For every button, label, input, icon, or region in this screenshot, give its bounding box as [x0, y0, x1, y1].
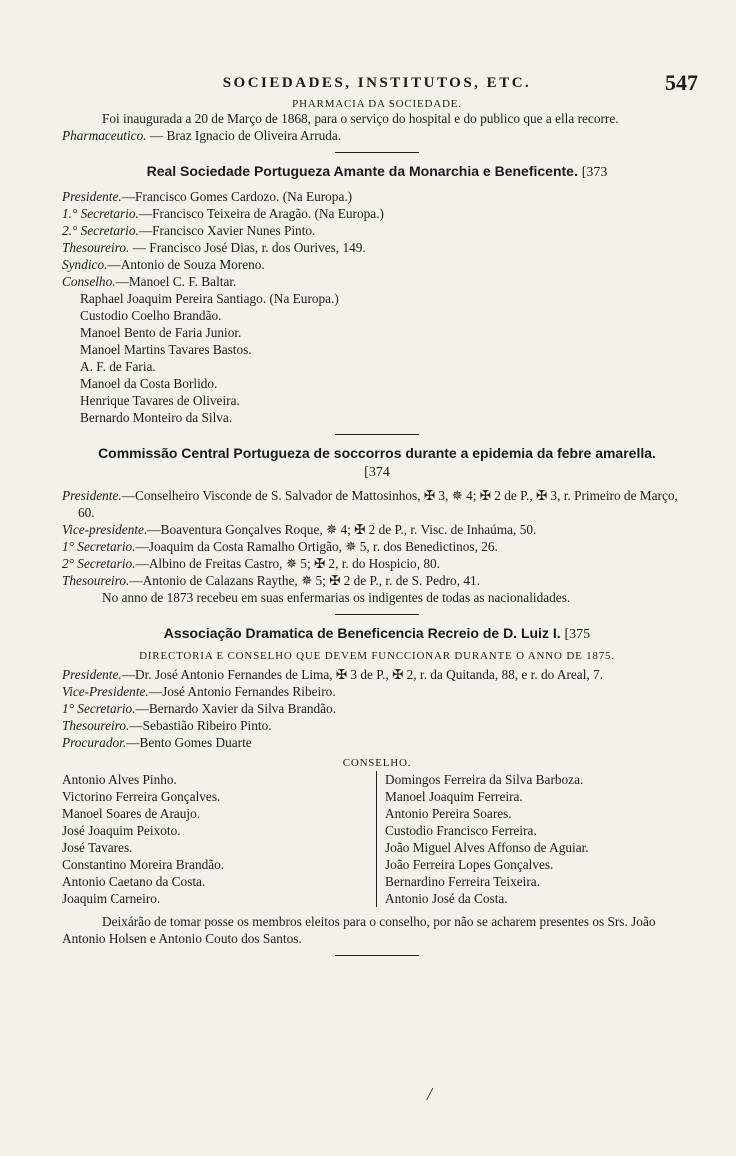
officer-value: —Dr. José Antonio Fernandes de Lima, ✠ 3 de P., ✠ 2, r. da Quitanda, 88, e r. do Areal, 7. [121, 667, 604, 682]
officer-label: Syndico. [62, 257, 108, 272]
officer-label: Presidente. [62, 667, 122, 682]
pharmacia-section [62, 98, 692, 144]
commissao-number: [374 [364, 465, 390, 480]
section-divider [335, 434, 419, 435]
list-item: Manoel Soares de Araujo. [62, 806, 201, 821]
officer-label: Conselho. [62, 274, 116, 289]
officer-label: 1° Secretario. [62, 701, 136, 716]
conselho-left-column [62, 771, 377, 907]
list-item: Henrique Tavares de Oliveira. [80, 393, 240, 408]
list-item: Manoel Martins Tavares Bastos. [80, 342, 252, 357]
commissao-title [62, 444, 692, 482]
document-page [62, 70, 698, 965]
list-item: Antonio Caetano da Costa. [62, 874, 206, 889]
commissao-officers [62, 487, 692, 606]
section-divider [335, 955, 419, 956]
officer-value: —Antonio de Souza Moreno. [107, 257, 265, 272]
officer-value: —Joaquim da Costa Ramalho Ortigão, ✵ 5, r. dos Benedictinos, 26. [135, 539, 498, 554]
officer-value: —Francisco Teixeira de Aragão. (Na Europa.) [138, 206, 384, 221]
officer-value: —Manoel C. F. Baltar. [115, 274, 237, 289]
list-item: Victorino Ferreira Gonçalves. [62, 789, 221, 804]
officer-value: —Conselheiro Visconde de S. Salvador de Mattosinhos, ✠ 3, ✵ 4; ✠ 2 de P., ✠ 3, r. Primeiro de Março, 60. [78, 488, 678, 520]
associacao-section [62, 624, 692, 947]
officer-label: Vice-Presidente. [62, 684, 149, 699]
commissao-section [62, 444, 692, 606]
list-item: Custodio Francisco Ferreira. [385, 823, 537, 838]
running-head [62, 70, 698, 98]
running-head-title: SOCIEDADES, INSTITUTOS, ETC. [222, 75, 532, 91]
conselho-list [62, 290, 692, 426]
officer-label: Presidente. [62, 189, 122, 204]
list-item: Bernardino Ferreira Teixeira. [385, 874, 540, 889]
officer-label: 2° Secretario. [62, 556, 136, 571]
officer-value: —Sebastião Ribeiro Pinto. [129, 718, 272, 733]
list-item: Custodio Coelho Brandão. [80, 308, 222, 323]
officer-value: — Francisco José Dias, r. dos Ourives, 149. [129, 240, 366, 255]
real-sociedade-title-text: Real Sociedade Portugueza Amante da Monarchia e Beneficente. [146, 163, 578, 179]
associacao-officers [62, 666, 692, 751]
associacao-title [62, 624, 692, 644]
pharmaceutico-label: Pharmaceutico. [62, 128, 147, 143]
officer-value: —Bernardo Xavier da Silva Brandão. [135, 701, 337, 716]
list-item: A. F. de Faria. [80, 359, 156, 374]
real-sociedade-title [62, 162, 692, 182]
officer-label: Procurador. [62, 735, 127, 750]
commissao-title-text: Commissão Central Portugueza de soccorros durante a epidemia da febre amarella. [98, 445, 656, 461]
officer-value: —Francisco Xavier Nunes Pinto. [138, 223, 316, 238]
pharmacia-heading: PHARMACIA DA SOCIEDADE. [292, 98, 462, 110]
real-sociedade-officers [62, 188, 692, 426]
list-item: José Joaquim Peixoto. [62, 823, 181, 838]
officer-label: 2.° Secretario. [62, 223, 139, 238]
officer-label: Thesoureiro. [62, 240, 130, 255]
list-item: José Tavares. [62, 840, 133, 855]
list-item: Antonio Pereira Soares. [385, 806, 512, 821]
end-mark: / [427, 1084, 433, 1104]
list-item: Manoel Bento de Faria Junior. [80, 325, 242, 340]
list-item: Antonio José da Costa. [385, 891, 508, 906]
officer-value: —Bento Gomes Duarte [126, 735, 252, 750]
officer-value: —Boaventura Gonçalves Roque, ✵ 4; ✠ 2 de P., r. Visc. de Inhaúma, 50. [147, 522, 537, 537]
conselho-heading: CONSELHO. [342, 757, 412, 769]
officer-label: 1.° Secretario. [62, 206, 139, 221]
associacao-closing-note: Deixárão de tomar posse os membros eleitos para o conselho, por não se acharem presentes os Srs. João Antonio Holsen e Antonio Couto dos Santos. [62, 914, 656, 946]
section-divider [335, 152, 419, 153]
officer-label: Thesoureiro. [62, 573, 130, 588]
list-item: Manoel Joaquim Ferreira. [385, 789, 523, 804]
officer-label: Presidente. [62, 488, 122, 503]
page-number: 547 [665, 70, 698, 95]
officer-value: —José Antonio Fernandes Ribeiro. [148, 684, 336, 699]
officer-value: —Albino de Freitas Castro, ✵ 5; ✠ 2, r. do Hospicio, 80. [135, 556, 440, 571]
list-item: Domingos Ferreira da Silva Barboza. [385, 772, 584, 787]
associacao-number: [375 [564, 627, 591, 642]
list-item: Manoel da Costa Borlido. [80, 376, 218, 391]
associacao-title-text: Associação Dramatica de Beneficencia Recreio de D. Luiz I. [163, 625, 561, 641]
list-item: Raphael Joaquim Pereira Santiago. (Na Europa.) [80, 291, 339, 306]
officer-label: 1° Secretario. [62, 539, 136, 554]
officer-value: —Antonio de Calazans Raythe, ✵ 5; ✠ 2 de P., r. de S. Pedro, 41. [129, 573, 480, 588]
conselho-right-column [377, 771, 589, 907]
pharmaceutico-value: — Braz Ignacio de Oliveira Arruda. [149, 128, 342, 143]
pharmacia-text: Foi inaugurada a 20 de Março de 1868, para o serviço do hospital e do publico que a ella recorre. [102, 111, 619, 126]
officer-label: Vice-presidente. [62, 522, 148, 537]
conselho-columns [62, 771, 692, 907]
officer-value: —Francisco Gomes Cardozo. (Na Europa.) [121, 189, 353, 204]
list-item: Constantino Moreira Brandão. [62, 857, 225, 872]
real-sociedade-section [62, 162, 692, 426]
commissao-note: No anno de 1873 recebeu em suas enfermarias os indigentes de todas as nacionalidades. [102, 590, 571, 605]
officer-label: Thesoureiro. [62, 718, 130, 733]
list-item: João Ferreira Lopes Gonçalves. [385, 857, 554, 872]
real-sociedade-number: [373 [581, 165, 608, 180]
associacao-subheading: DIRECTORIA E CONSELHO QUE DEVEM FUNCCIONAR DURANTE O ANNO DE 1875. [139, 650, 615, 662]
list-item: Antonio Alves Pinho. [62, 772, 177, 787]
list-item: Joaquim Carneiro. [62, 891, 161, 906]
list-item: João Miguel Alves Affonso de Aguiar. [385, 840, 589, 855]
section-divider [335, 614, 419, 615]
list-item: Bernardo Monteiro da Silva. [80, 410, 233, 425]
